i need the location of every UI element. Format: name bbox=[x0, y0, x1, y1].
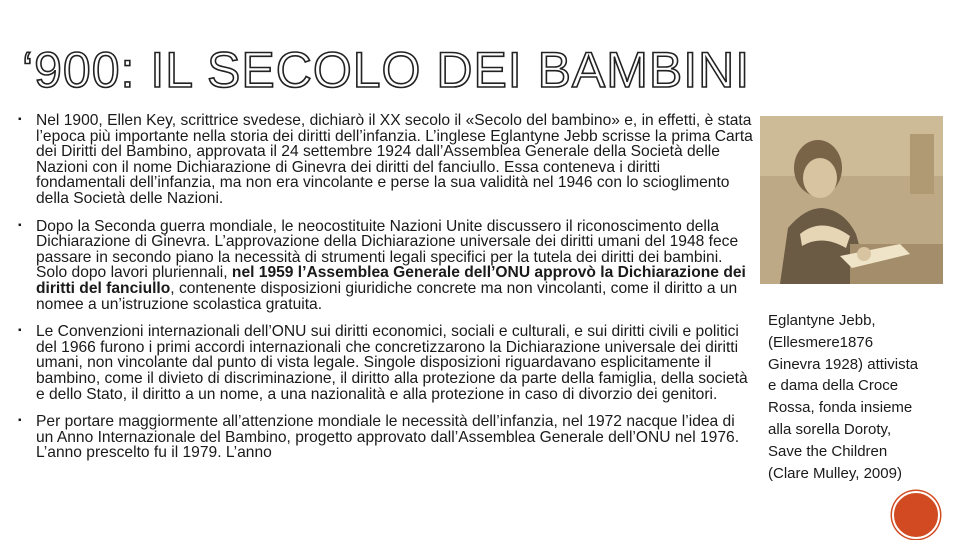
bullet-mark: ▪ bbox=[18, 415, 22, 427]
slide-body bbox=[18, 113, 753, 473]
bullet-item bbox=[18, 324, 753, 402]
bullet-mark: ▪ bbox=[18, 114, 22, 125]
bullet-text: Le Convenzioni internazionali dell’ONU sui diritti economici, sociali e culturali, e sui diritti civili e politici del 1966 furono i primi accordi internazionali che concretizzarono la Dichiarazione universale dei diritti umani, non vincolante dal punto di vista legale. Singole disposizioni riguardavano esplicitamente il bambino, come il divieto di discriminazione, il diritto alla protezione da parte della famiglia, della società e dello Stato, il diritto a un nome, a una nazionalità e alla protezione in caso di divorzio dei genitori. bbox=[36, 323, 748, 403]
bullet-text: Dopo la Seconda guerra mondiale, le neocostituite Nazioni Unite discussero il riconoscimento della Dichiarazione di Ginevra. L’approvazione della Dichiarazione universale dei diritti umani del 1948 fece passare in secondo piano la necessità di strumenti legali specifici per la tutela dei diritti dei bambini. Solo dopo lavori pluriennali, bbox=[36, 217, 739, 282]
bullet-item bbox=[18, 219, 753, 313]
bullet-mark: ▪ bbox=[18, 219, 22, 231]
bullet-item bbox=[18, 414, 753, 461]
bullet-text-bold: nel 1959 l’Assemblea Generale dell’ONU approvò la Dichiarazione dei diritti del fanciullo bbox=[36, 264, 746, 297]
bullet-text: Per portare maggiormente all’attenzione mondiale le necessità dell’infanzia, nel 1972 nacque l’idea di un Anno Internazionale del Bambino, progetto approvato dall’Assemblea Generale dell’ONU nel 1976. L’anno prescelto fu il 1979. L’anno bbox=[36, 413, 740, 462]
portrait-photo-icon bbox=[760, 116, 943, 284]
slide-badge-icon bbox=[892, 491, 940, 539]
bullet-text: Nel 1900, Ellen Key, scrittrice svedese, dichiarò il XX secolo il «Secolo del bambino» e, in effetti, è stata l’epoca più importante nella storia dei diritti dell’infanzia. L’inglese Eglantyne Jebb scrisse la prima Carta dei Diritti del Bambino, approvata il 24 settembre 1924 dall’Assemblea Generale della Società delle Nazioni con il nome Dichiarazione di Ginevra dei diritti del fanciullo. Essa conteneva i diritti fondamentali dell’infanzia, ma non era vincolante e perse la sua validità nel 1946 con lo scioglimento della Società delle Nazioni. bbox=[36, 112, 753, 207]
bullet-item bbox=[18, 113, 753, 207]
bullet-mark: ▪ bbox=[18, 325, 22, 337]
slide-title: ‘900: IL SECOLO DEI BAMBINI bbox=[22, 42, 751, 98]
bullet-text: , contenente disposizioni giuridiche concrete ma non vincolanti, come il diritto a un nomee a un’istruzione scolastica gratuita. bbox=[36, 279, 738, 313]
photo-caption: Eglantyne Jebb, (Ellesmere1876 Ginevra 1928) attivista e dama della Croce Rossa, fonda insieme alla sorella Doroty, Save the Children (Clare Mulley, 2009) bbox=[768, 312, 919, 482]
